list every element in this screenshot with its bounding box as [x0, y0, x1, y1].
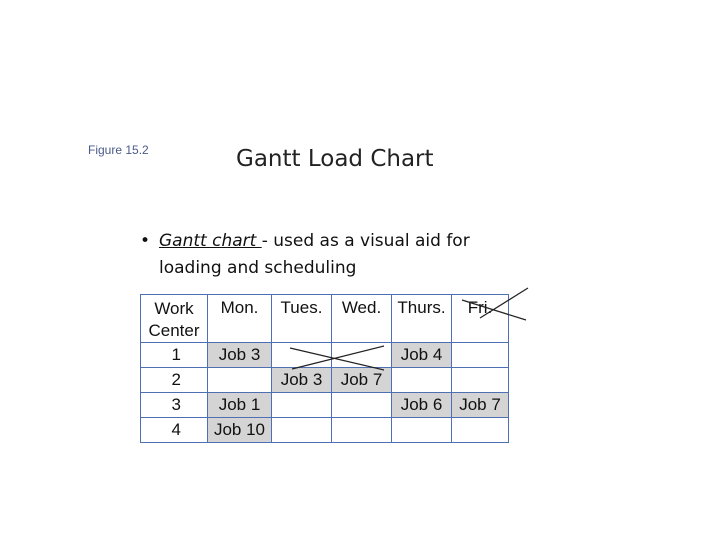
header-mon: Mon. [208, 295, 272, 343]
header-center-label: Center [148, 321, 200, 340]
cell-3-wed [332, 393, 392, 418]
figure-label: Figure 15.2 [88, 143, 149, 157]
row-center-4: 4 [141, 418, 208, 443]
row-center-3: 3 [141, 393, 208, 418]
cell-3-fri: Job 7 [452, 393, 509, 418]
bullet-line2: loading and scheduling [159, 258, 357, 278]
cell-1-mon: Job 3 [208, 343, 272, 368]
cell-4-wed [332, 418, 392, 443]
cell-1-wed [332, 343, 392, 368]
row-center-2: 2 [141, 368, 208, 393]
header-wed: Wed. [332, 295, 392, 343]
cell-3-thu: Job 6 [392, 393, 452, 418]
cell-4-fri [452, 418, 509, 443]
header-work-label: Work [154, 299, 194, 318]
table-row [141, 393, 509, 418]
cell-2-fri [452, 368, 509, 393]
cell-2-thu [392, 368, 452, 393]
table-header-row [141, 295, 509, 343]
table-row [141, 343, 509, 368]
cell-2-mon [208, 368, 272, 393]
cell-2-wed: Job 7 [332, 368, 392, 393]
cell-3-tue [272, 393, 332, 418]
cell-1-tue [272, 343, 332, 368]
table-row [141, 418, 509, 443]
header-thurs: Thurs. [392, 295, 452, 343]
cell-3-mon: Job 1 [208, 393, 272, 418]
cell-2-tue: Job 3 [272, 368, 332, 393]
header-tues: Tues. [272, 295, 332, 343]
bullet-dot: • [140, 231, 151, 251]
header-work-center [141, 295, 208, 343]
cell-1-fri [452, 343, 509, 368]
cell-4-thu [392, 418, 452, 443]
header-fri: Fri. [452, 295, 509, 343]
gantt-load-table [140, 294, 509, 443]
bullet-text [159, 228, 540, 282]
cell-4-mon: Job 10 [208, 418, 272, 443]
table-row [141, 368, 509, 393]
cell-1-thu: Job 4 [392, 343, 452, 368]
bullet-point [140, 228, 540, 282]
row-center-1: 1 [141, 343, 208, 368]
cell-4-tue [272, 418, 332, 443]
slide-title: Gantt Load Chart [236, 146, 434, 172]
gantt-table-wrapper [140, 294, 509, 443]
bullet-term: Gantt chart [159, 231, 262, 251]
bullet-line1-rest: - used as a visual aid for [261, 231, 470, 251]
